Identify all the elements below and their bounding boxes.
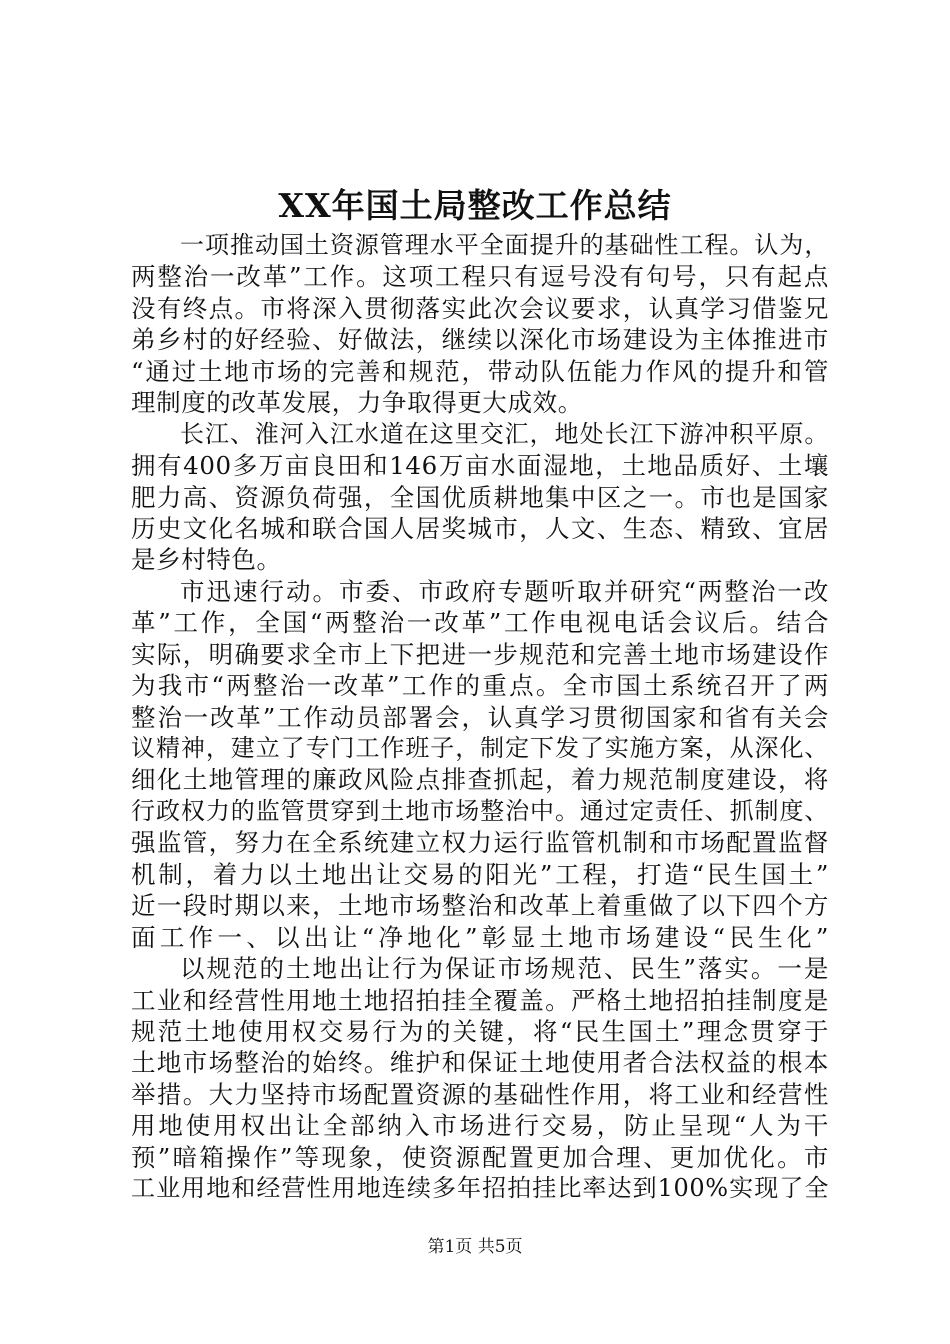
paragraph-line: “通过土地市场的完善和规范，带动队伍能力作风的提升和管 bbox=[131, 356, 829, 386]
page-number-footer: 第1页 共5页 bbox=[427, 1237, 523, 1257]
document-title: XX年国土局整改工作总结 bbox=[278, 186, 672, 225]
paragraph-line: 工业用地和经营性用地连续多年招拍挂比率达到100%实现了全 bbox=[131, 1174, 829, 1203]
paragraph-line: 是乡村特色。 bbox=[131, 545, 282, 575]
paragraph-line: 细化土地管理的廉政风险点排查抓起，着力规范制度建设，将 bbox=[131, 765, 829, 795]
paragraph-line: 革”工作，全国“两整治一改革”工作电视电话会议后。结合 bbox=[131, 608, 829, 638]
paragraph-line: 举措。大力坚持市场配置资源的基础性作用，将工业和经营性 bbox=[131, 1079, 829, 1109]
paragraph-line: 理制度的改革发展，力争取得更大成效。 bbox=[131, 388, 583, 418]
paragraph-line: 市迅速行动。市委、市政府专题听取并研究“两整治一改 bbox=[180, 576, 829, 606]
paragraph-line: 面工作一、以出让“净地化”彰显土地市场建设“民生化” bbox=[131, 922, 829, 952]
paragraph-line: 整治一改革”工作动员部署会，认真学习贯彻国家和省有关会 bbox=[131, 702, 829, 732]
paragraph-line: 历史文化名城和联合国人居奖城市，人文、生态、精致、宜居 bbox=[131, 513, 829, 543]
paragraph-line: 长江、淮河入江水道在这里交汇，地处长江下游冲积平原。 bbox=[180, 419, 829, 448]
paragraph-line: 预”暗箱操作”等现象，使资源配置更加合理、更加优化。市 bbox=[131, 1142, 829, 1172]
paragraph-line: 近一段时期以来，土地市场整治和改革上着重做了以下四个方 bbox=[131, 891, 829, 921]
paragraph-line: 行政权力的监管贯穿到土地市场整治中。通过定责任、抓制度、 bbox=[131, 796, 829, 825]
paragraph-line: 议精神，建立了专门工作班子，制定下发了实施方案，从深化、 bbox=[131, 734, 829, 762]
document-body bbox=[131, 230, 829, 1205]
paragraph-line: 规范土地使用权交易行为的关键，将“民生国土”理念贯穿于 bbox=[131, 1016, 829, 1046]
paragraph-line: 一项推动国土资源管理水平全面提升的基础性工程。认为， bbox=[180, 231, 829, 259]
paragraph-line: 强监管，努力在全系统建立权力运行监管机制和市场配置监督 bbox=[131, 828, 829, 858]
paragraph-line: 实际，明确要求全市上下把进一步规范和完善土地市场建设作 bbox=[131, 639, 829, 669]
paragraph-line: 以规范的土地出让行为保证市场规范、民生”落实。一是 bbox=[180, 954, 829, 984]
paragraph-line: 弟乡村的好经验、好做法，继续以深化市场建设为主体推进市 bbox=[131, 325, 829, 355]
paragraph-line: 工业和经营性用地土地招拍挂全覆盖。严格土地招拍挂制度是 bbox=[131, 985, 829, 1015]
paragraph-line: 土地市场整治的始终。维护和保证土地使用者合法权益的根本 bbox=[131, 1048, 829, 1078]
paragraph-line: 没有终点。市将深入贯彻落实此次会议要求，认真学习借鉴兄 bbox=[131, 293, 829, 323]
paragraph-line: 拥有400多万亩良田和146万亩水面湿地，土地品质好、土壤 bbox=[131, 451, 829, 481]
paragraph-line: 为我市“两整治一改革”工作的重点。全市国土系统召开了两 bbox=[131, 671, 829, 701]
paragraph-line: 用地使用权出让全部纳入市场进行交易，防止呈现“人为干 bbox=[131, 1111, 829, 1141]
paragraph-line: 机制，着力以土地出让交易的阳光”工程，打造“民生国土” bbox=[131, 859, 829, 889]
paragraph-line: 两整治一改革”工作。这项工程只有逗号没有句号，只有起点 bbox=[131, 262, 829, 292]
paragraph-line: 肥力高、资源负荷强，全国优质耕地集中区之一。市也是国家 bbox=[131, 482, 829, 512]
